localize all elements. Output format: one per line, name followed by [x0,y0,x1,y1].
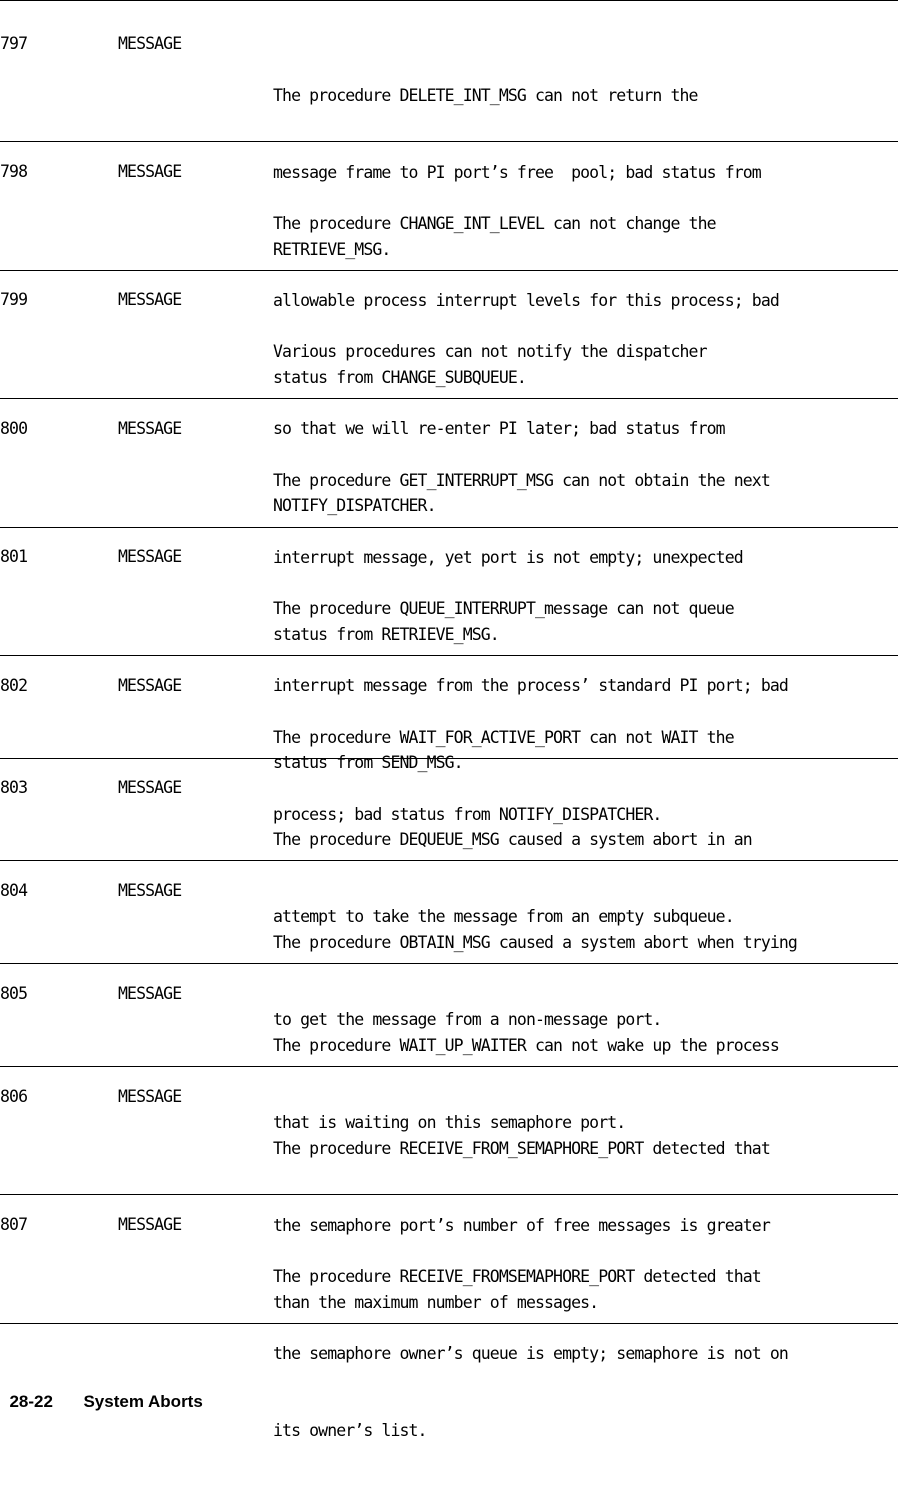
abort-code: 797 [0,34,28,53]
description-line: The procedure GET_INTERRUPT_MSG can not obtain the next [273,470,770,490]
description-line: The procedure CHANGE_INT_LEVEL can not change the [273,213,716,233]
page-footer [0,1369,203,1413]
abort-code: 802 [0,676,28,695]
abort-code: 806 [0,1087,28,1106]
abort-category: MESSAGE [118,1087,182,1106]
description-line: the semaphore owner’s queue is empty; semaphore is not on [273,1343,788,1363]
description-line: status from SEND_MSG. [273,753,463,773]
description-line: allowable process interrupt levels for this process; bad [273,290,779,310]
abort-category: MESSAGE [118,778,182,797]
description-line: Various procedures can not notify the dispatcher [273,341,707,361]
description-line: The procedure DEQUEUE_MSG caused a system abort in an [273,829,752,849]
description-line: the semaphore port’s number of free messages is greater [273,1215,770,1235]
description-line: message frame to PI port’s free pool; bad status from [273,162,761,182]
section-title: System Aborts [83,1392,203,1411]
description-line: The procedure QUEUE_INTERRUPT_message can not queue [273,598,734,618]
page-number: 28-22 [9,1392,53,1411]
description-line: The procedure RECEIVE_FROM_SEMAPHORE_PORT detected that [273,1138,770,1158]
abort-category: MESSAGE [118,34,182,53]
description-line: status from CHANGE_SUBQUEUE. [273,368,526,388]
abort-code: 805 [0,984,28,1003]
abort-code: 807 [0,1215,28,1234]
abort-category: MESSAGE [118,547,182,566]
abort-code: 804 [0,881,28,900]
description-line: status from RETRIEVE_MSG. [273,625,499,645]
description-line: process; bad status from NOTIFY_DISPATCHER. [273,804,662,824]
abort-category: MESSAGE [118,290,182,309]
abort-code: 798 [0,162,28,181]
top-rule [0,0,898,1]
abort-code: 801 [0,547,28,566]
description-line: The procedure WAIT_UP_WAITER can not wake up the process [273,1035,779,1055]
abort-code: 803 [0,778,28,797]
abort-code: 800 [0,419,28,438]
description-line: that is waiting on this semaphore port. [273,1112,626,1132]
description-line: its owner’s list. [273,1421,427,1441]
description-line: RETRIEVE_MSG. [273,240,391,260]
description-line: The procedure OBTAIN_MSG caused a system abort when trying [273,932,797,952]
description-line: The procedure RECEIVE_FROMSEMAPHORE_PORT detected that [273,1266,761,1286]
abort-category: MESSAGE [118,984,182,1003]
description-line: The procedure DELETE_INT_MSG can not return the [273,85,698,105]
description-line: attempt to take the message from an empty subqueue. [273,906,734,926]
description-line: interrupt message, yet port is not empty; unexpected [273,547,743,567]
description-line: than the maximum number of messages. [273,1293,599,1313]
abort-category: MESSAGE [118,676,182,695]
description-line: so that we will re-enter PI later; bad status from [273,418,725,438]
description-line: interrupt message from the process’ standard PI port; bad [273,675,788,695]
description-line: NOTIFY_DISPATCHER. [273,496,436,516]
description-line: The procedure WAIT_FOR_ACTIVE_PORT can not WAIT the [273,727,734,747]
abort-category: MESSAGE [118,881,182,900]
abort-category: MESSAGE [118,162,182,181]
abort-description [273,1212,788,1496]
abort-category: MESSAGE [118,419,182,438]
abort-category: MESSAGE [118,1215,182,1234]
description-line: to get the message from a non-message port. [273,1009,662,1029]
abort-code: 799 [0,290,28,309]
